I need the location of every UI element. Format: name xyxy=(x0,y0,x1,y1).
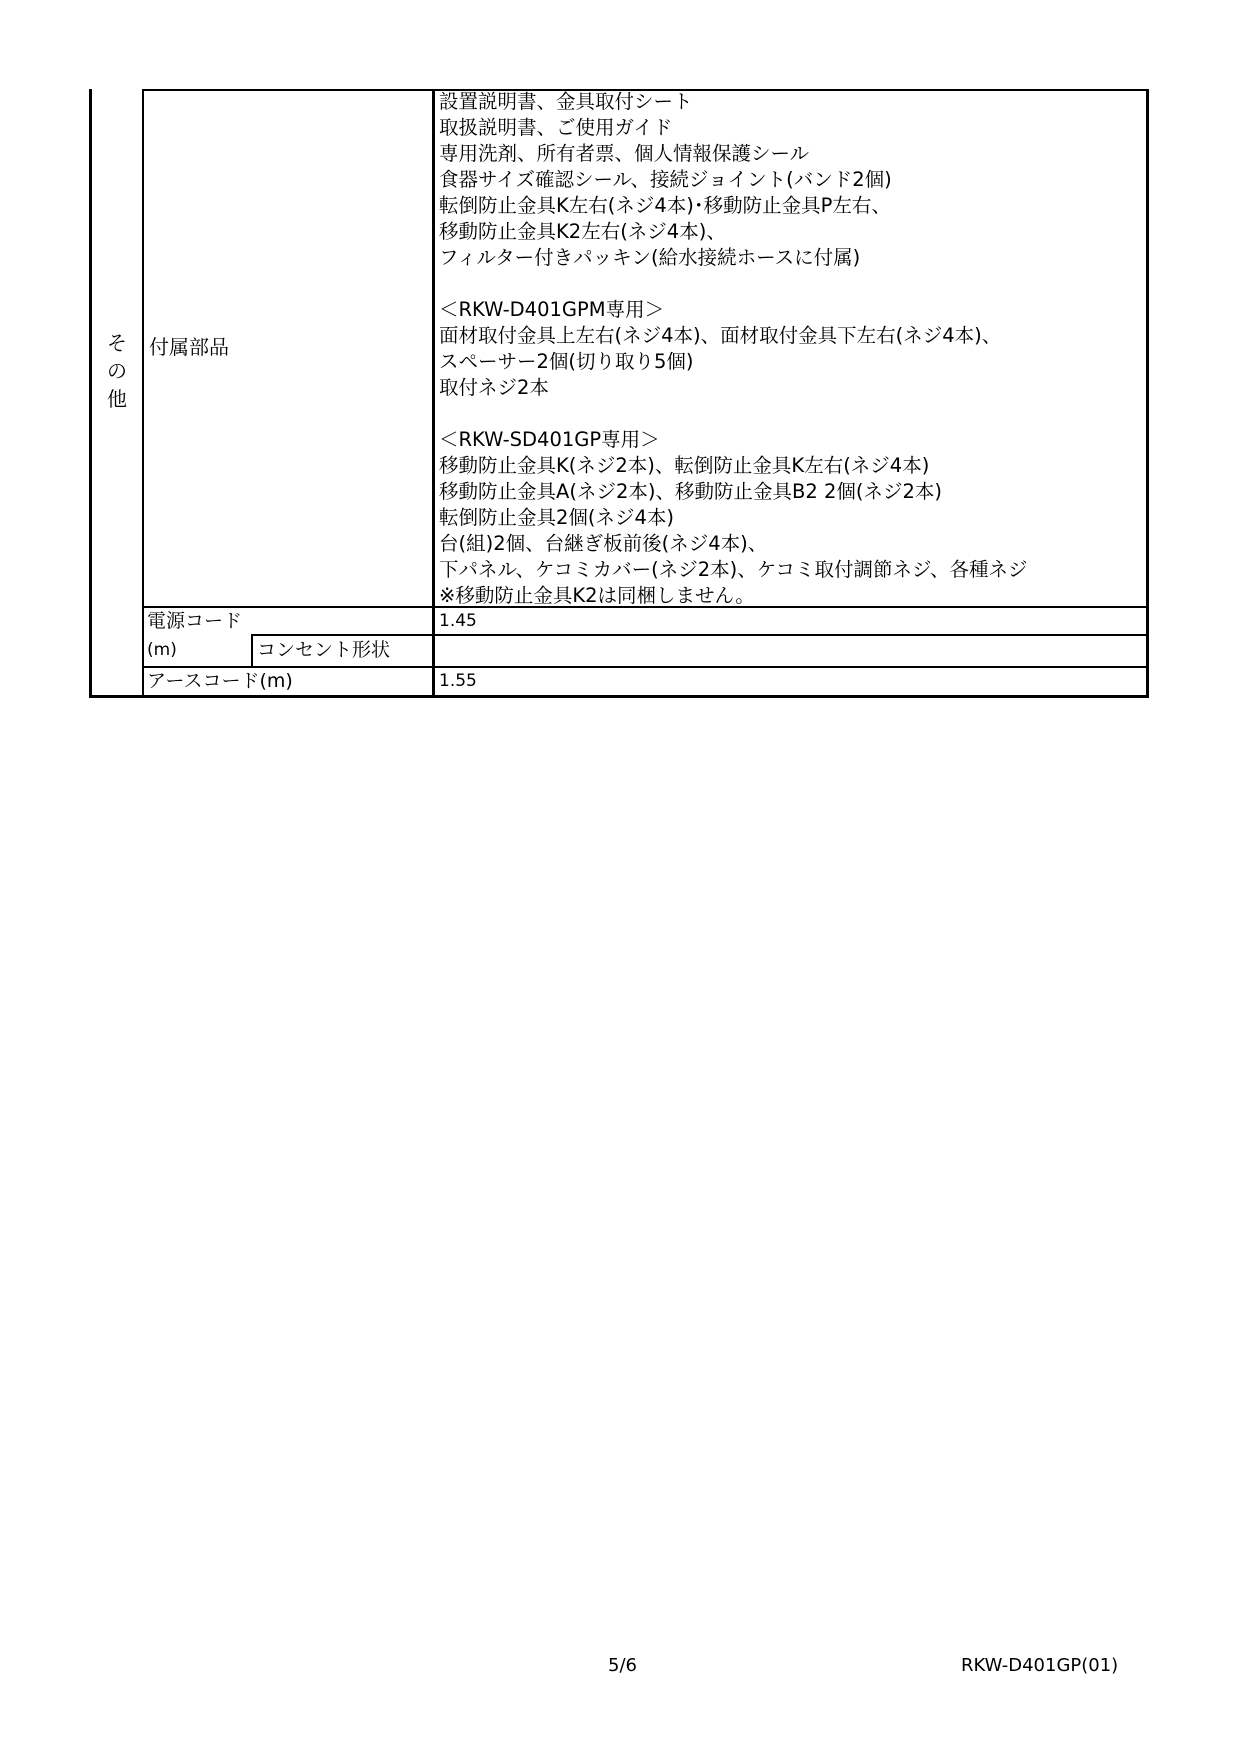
row-divider-outlet-value xyxy=(432,634,1149,636)
document-code: RKW-D401GP(01) xyxy=(961,1655,1119,1676)
list-item: 転倒防止金具2個(ネジ4本) xyxy=(439,506,675,529)
list-item: 食器サイズ確認シール、接続ジョイント(バンド2個) xyxy=(439,168,892,191)
list-item: スペーサー2個(切り取り5個) xyxy=(439,350,694,373)
accessories-list xyxy=(439,89,1027,609)
col-divider-sublabel xyxy=(251,635,253,667)
earth-cord-value: 1.55 xyxy=(439,671,477,691)
list-item: 下パネル、ケコミカバー(ネジ2本)、ケコミ取付調節ネジ、各種ネジ xyxy=(439,558,1028,581)
list-item xyxy=(439,271,1027,297)
power-cord-unit: (m) xyxy=(147,640,177,660)
list-item: 設置説明書、金具取付シート xyxy=(439,90,693,113)
power-cord-value: 1.45 xyxy=(439,611,477,631)
list-item: ※移動防止金具K2は同梱しません。 xyxy=(439,584,755,607)
list-item: 転倒防止金具K左右(ネジ4本)･移動防止金具P左右、 xyxy=(439,194,891,217)
page-number: 5/6 xyxy=(608,1655,637,1676)
list-item xyxy=(439,401,1027,427)
list-item: フィルター付きパッキン(給水接続ホースに付属) xyxy=(439,246,861,269)
section-label-other: そ の 他 xyxy=(107,331,127,411)
power-cord-label: 電源コード xyxy=(147,610,243,632)
list-item: 取付ネジ2本 xyxy=(439,376,549,399)
outlet-shape-label: コンセント形状 xyxy=(257,639,391,661)
list-item: ＜RKW-SD401GP専用＞ xyxy=(439,428,660,451)
row-divider-earth-cord xyxy=(143,666,1149,668)
table-border-bottom xyxy=(89,695,1149,698)
list-item: 移動防止金具K(ネジ2本)、転倒防止金具K左右(ネジ4本) xyxy=(439,454,930,477)
row-divider-sublabel xyxy=(251,634,433,636)
list-item: 取扱説明書、ご使用ガイド xyxy=(439,116,673,139)
list-item: 移動防止金具K2左右(ネジ4本)、 xyxy=(439,220,726,243)
list-item: 台(組)2個、台継ぎ板前後(ネジ4本)、 xyxy=(439,532,768,555)
list-item: 専用洗剤、所有者票、個人情報保護シール xyxy=(439,142,810,165)
accessories-table xyxy=(89,89,1150,698)
accessories-label: 付属部品 xyxy=(149,335,229,359)
list-item: 面材取付金具上左右(ネジ4本)、面材取付金具下左右(ネジ4本)、 xyxy=(439,324,1002,347)
list-item: ＜RKW-D401GPM専用＞ xyxy=(439,298,665,321)
earth-cord-label: アースコード(m) xyxy=(147,670,293,692)
list-item: 移動防止金具A(ネジ2本)、移動防止金具B2 2個(ネジ2本) xyxy=(439,480,942,503)
table-border-left xyxy=(89,89,92,698)
